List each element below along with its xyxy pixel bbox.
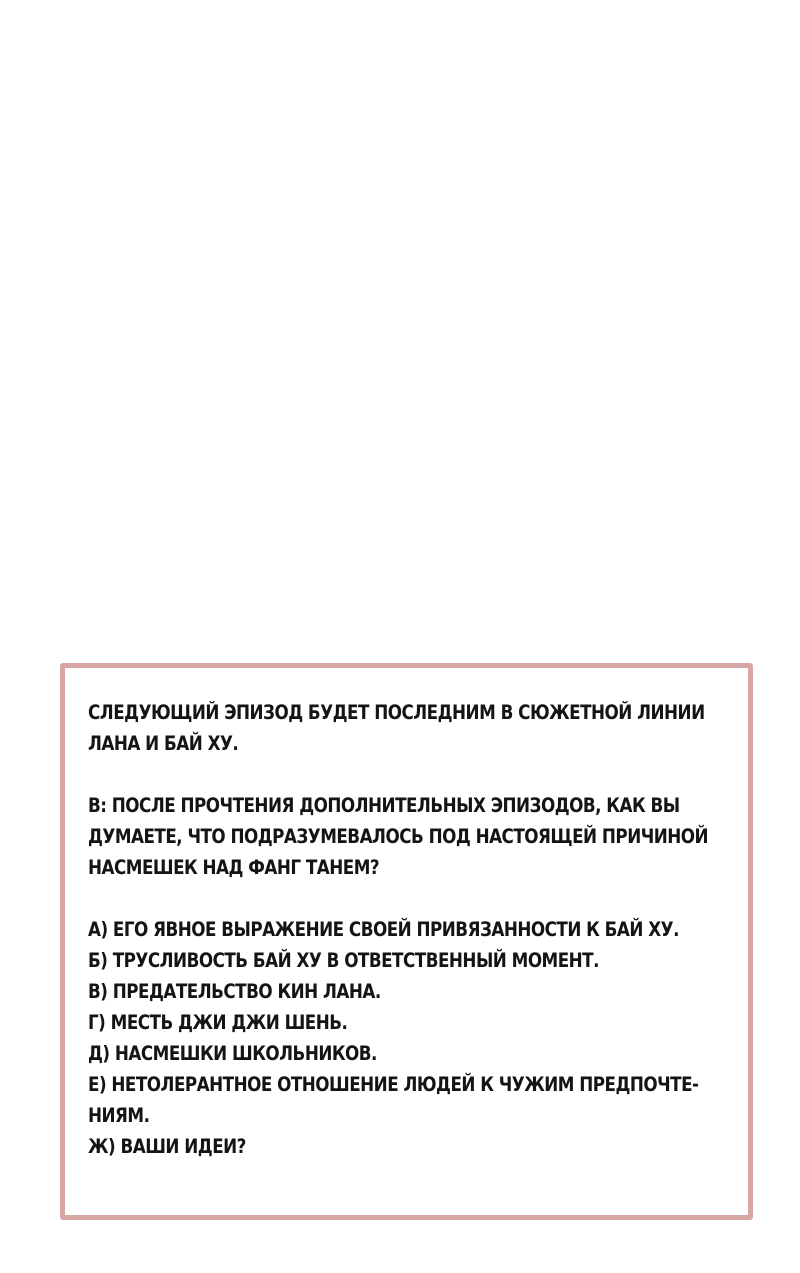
intro-line: ЛАНА И БАЙ ХУ.	[88, 732, 239, 755]
option-d: Д) НАСМЕШКИ ШКОЛЬНИКОВ.	[88, 1042, 377, 1065]
announcement-text	[88, 697, 709, 1162]
paragraph-gap	[88, 883, 638, 914]
intro-line: СЛЕДУЮЩИЙ ЭПИЗОД БУДЕТ ПОСЛЕДНИМ В СЮЖЕТНОЙ ЛИНИИ	[88, 701, 705, 724]
option-e-continued: НИЯМ.	[88, 1104, 150, 1127]
question-line: ДУМАЕТЕ, ЧТО ПОДРАЗУМЕВАЛОСЬ ПОД НАСТОЯЩЕЙ ПРИЧИНОЙ	[88, 825, 709, 848]
announcement-box	[60, 663, 753, 1220]
option-a: А) ЕГО ЯВНОЕ ВЫРАЖЕНИЕ СВОЕЙ ПРИВЯЗАННОСТИ К БАЙ ХУ.	[88, 918, 679, 941]
option-g: Г) МЕСТЬ ДЖИ ДЖИ ШЕНЬ.	[88, 1011, 348, 1034]
question-line: НАСМЕШЕК НАД ФАНГ ТАНЕМ?	[88, 856, 380, 879]
question-line: В: ПОСЛЕ ПРОЧТЕНИЯ ДОПОЛНИТЕЛЬНЫХ ЭПИЗОДОВ, КАК ВЫ	[88, 794, 680, 817]
option-v: В) ПРЕДАТЕЛЬСТВО КИН ЛАНА.	[88, 980, 381, 1003]
paragraph-gap	[88, 759, 638, 790]
option-b: Б) ТРУСЛИВОСТЬ БАЙ ХУ В ОТВЕТСТВЕННЫЙ МОМЕНТ.	[88, 949, 599, 972]
option-zh: Ж) ВАШИ ИДЕИ?	[88, 1135, 246, 1158]
option-e: Е) НЕТОЛЕРАНТНОЕ ОТНОШЕНИЕ ЛЮДЕЙ К ЧУЖИМ ПРЕДПОЧТЕ-	[88, 1073, 699, 1096]
